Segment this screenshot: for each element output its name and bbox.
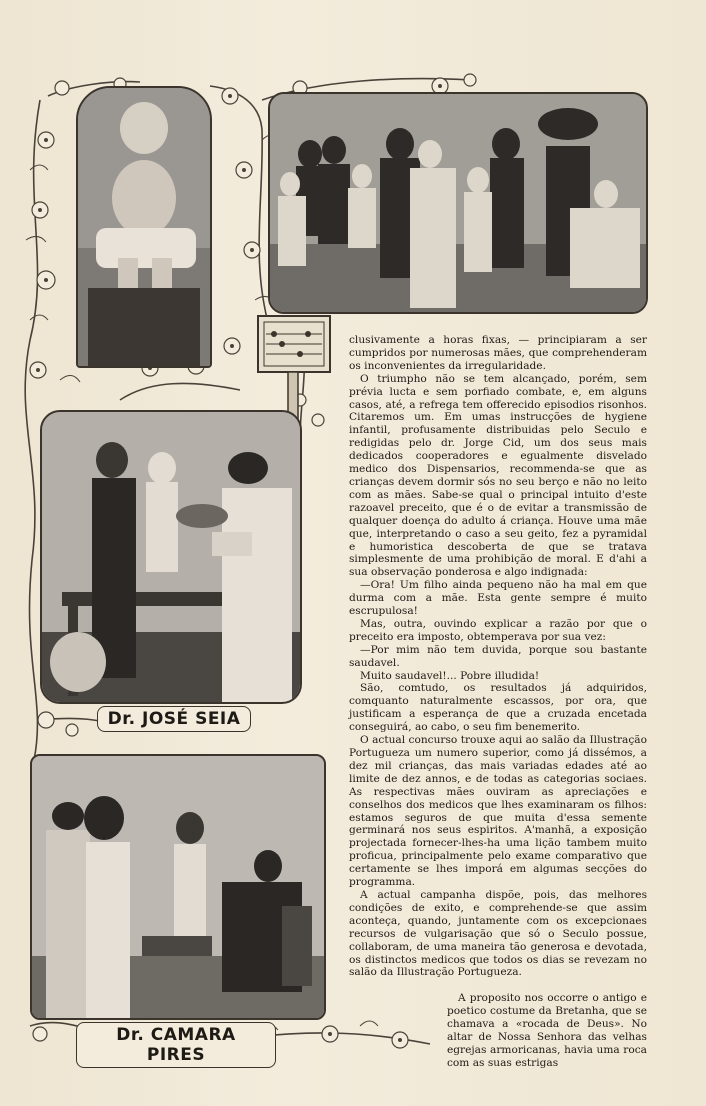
- caption-camara-pires: [76, 1022, 276, 1068]
- caption-jose-seia-label: Dr. JOSÉ SEIA: [97, 706, 252, 732]
- paragraph: Mas, outra, ouvindo explicar a razão por que o preceito era imposto, obtemperava por sua vez:: [349, 617, 647, 643]
- photo-dr-jose-seia: [40, 410, 302, 704]
- photo-baby-seated: [76, 86, 212, 368]
- caption-camara-pires-label: Dr. CAMARA PIRES: [76, 1022, 276, 1068]
- paragraph: O actual concurso trouxe aqui ao salão da Illustração Portugueza um numero superior, como já dissémos, a dez mil crianças, das mais variadas edades até ao limite de dez annos, e de todas as categorias sociaes. As respectivas mães ouviram as apreciações e conselhos dos medicos que lhes examinaram os filhos: estamos seguros de que muita d'essa semente germinará nos seus espiritos. A'manhã, a exposição projectada fornecer-lhes-ha uma lição tambem muito proficua, principalmente pelo exame comparativo que certamente se lhes imporá em algumas secções do programma.: [349, 734, 647, 889]
- article-text-column: [349, 334, 647, 979]
- article-text-tail: [447, 992, 647, 1069]
- paragraph: A actual campanha dispõe, pois, das melhores condições de exito, e comprehende-se que assim aconteça, quando, juntamente com os excepcionaes recursos de vulgarisação que só o Seculo possue, collaboram, de uma maneira tão generosa e devotada, os distinctos medicos que todos os dias se revezam no salão da Illustração Portugueza.: [349, 888, 647, 979]
- paragraph: Muito saudavel!... Pobre illudida!: [360, 669, 540, 682]
- photo-dr-camara-pires: [30, 754, 326, 1020]
- paragraph: O triumpho não se tem alcançado, porém, sem prévia lucta e sem porfiado combate, e, em alguns casos, até, a refrega tem offerecido episodios risonhos. Citaremos um. Em umas instrucções de hygiene infantil, profusamente distribuidas pelo Seculo e redigidas pelo dr. Jorge Cid, um dos seus mais dedicados cooperadores e egualmente disvelado medico dos Dispensarios, recommenda-se que as crianças devem dormir sós no seu berço e não no leito com as mães. Sabe-se qual o principal intuito d'este razoavel preceito, que é o de evitar a transmissão de qualquer doença do adulto á criança. Houve uma mãe que, interpretando o caso a seu geito, fez a pyramidal e humoristica descoberta de que se tratava simplesmente de uma prohibição de moral. E d'ahi a sua observação ponderosa e algo indignada:: [349, 372, 647, 579]
- paragraph: clusivamente a horas fixas, — principiaram a ser cumpridos por numerosas mães, que comprehenderam os inconvenientes da irregularidade.: [349, 334, 647, 372]
- paragraph: —Por mim não tem duvida, porque sou bastante saudavel.: [349, 643, 647, 669]
- paragraph: A proposito nos occorre o antigo e poetico costume da Bretanha, que se chamava a «rocada de Deus». No altar de Nossa Senhora das velhas egrejas armoricanas, havia uma roca com as suas estrigas: [447, 992, 647, 1069]
- photo-mothers-and-children: [268, 92, 648, 314]
- paragraph: —Ora! Um filho ainda pequeno não ha mal em que durma com a mãe. Esta gente sempre é muito escrupulosa!: [349, 579, 647, 618]
- caption-jose-seia: [84, 706, 264, 732]
- paragraph: São, comtudo, os resultados já adquiridos, comquanto naturalmente escassos, por ora, que justificam a esperança de que a cruzada encetada conseguirá, ao cabo, o seu fim benemerito.: [349, 682, 647, 734]
